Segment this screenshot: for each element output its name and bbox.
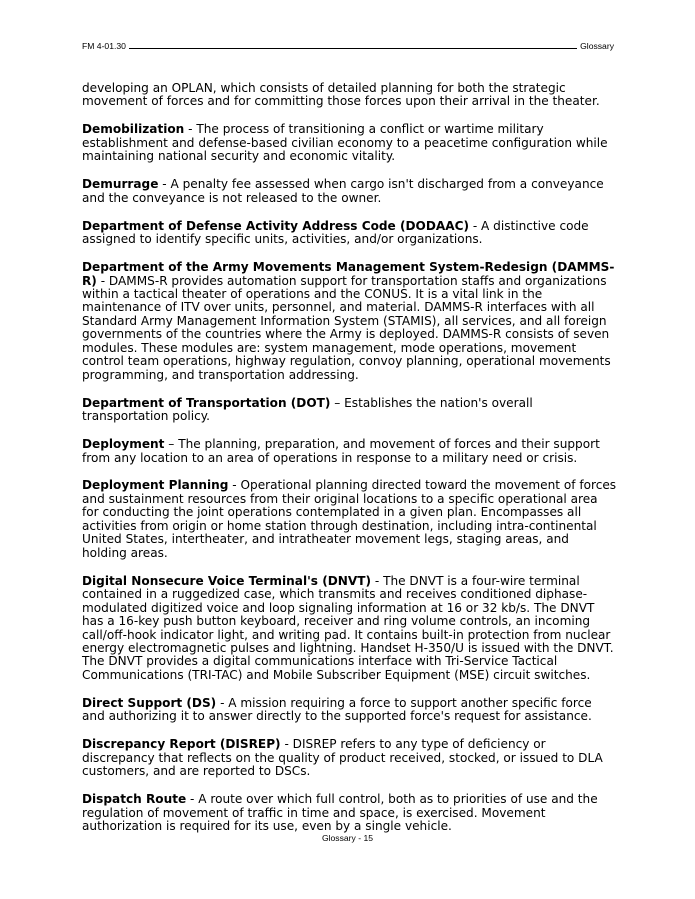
entry-term: Discrepancy Report (DISREP) (82, 737, 281, 752)
entry-term: Department of Transportation (DOT) (82, 395, 331, 410)
entry-definition: developing an OPLAN, which consists of detailed planning for both the strategic movement of forces and for committing those forces upon their arrival in the theater. (82, 81, 600, 109)
entry-term: Direct Support (DS) (82, 695, 217, 710)
glossary-entry-continued (82, 82, 617, 109)
glossary-entry-direct-support (82, 697, 617, 724)
entry-definition: A mission requiring a force to support another specific force and authorizing it to answer directly to the supported force's request for assistance. (82, 695, 592, 724)
entry-term: Demobilization (82, 122, 185, 137)
glossary-entry-dodaac (82, 220, 617, 247)
entry-definition: DISREP refers to any type of deficiency or discrepancy that reflects on the quality of product received, stocked, or issued to DLA customers, and are reported to DSCs. (82, 737, 603, 779)
entry-separator: - (468, 218, 482, 233)
entry-term: Dispatch Route (82, 792, 187, 807)
entry-separator: – (164, 437, 179, 452)
entry-separator: - (216, 695, 229, 710)
glossary-entry-dnvt (82, 575, 617, 683)
entry-definition: A distinctive code assigned to identify specific units, activities, and/or organizations. (82, 218, 589, 247)
glossary-entry-deployment (82, 438, 617, 465)
entry-separator: - (158, 177, 171, 192)
glossary-body (82, 82, 617, 848)
glossary-entry-disrep (82, 738, 617, 778)
entry-separator: – (330, 395, 345, 410)
entry-separator: - (186, 792, 199, 807)
entry-definition: Establishes the nation's overall transportation policy. (82, 395, 533, 424)
glossary-entry-dot (82, 397, 617, 424)
entry-separator: - (280, 737, 293, 752)
entry-term: Department of the Army Movements Management System-Redesign (DAMMS-R) (82, 260, 615, 288)
entry-definition: Operational planning directed toward the movement of forces and sustainment resources from their original locations to a specific operational area for conducting the joint operations contemplated in a given plan. Encompasses all activities from origin or home station through destination, including intra-continental United States, intertheater, and intratheater movement legs, staging areas, and holding areas. (82, 478, 617, 560)
page-number: Glossary - 15 (321, 833, 374, 843)
glossary-entry-deployment-planning (82, 479, 617, 560)
entry-term: Department of Defense Activity Address Code (DODAAC) (82, 218, 469, 233)
entry-definition: The planning, preparation, and movement of forces and their support from any location to an area of operations in response to a military need or crisis. (82, 437, 600, 465)
entry-definition: The process of transitioning a conflict or wartime military establishment and defense-based civilian economy to a peacetime configuration while maintaining national security and economic vitality. (82, 122, 608, 164)
entry-separator: - (184, 122, 197, 137)
page-footer (0, 833, 695, 843)
header-doc-id: FM 4-01.30 (82, 41, 126, 51)
entry-definition: The DNVT is a four-wire terminal contained in a ruggedized case, which transmits and receives conditioned diphase-modulated digitized voice and loop signaling information at 16 or 32 kb/s. The DNVT has a 16-key push button keyboard, receiver and ring volume controls, an incoming call/off-hook indicator light, and writing pad. It contains built-in protection from nuclear energy electromagnetic pulses and lightning. Handset H-350/U is issued with the DNVT. The DNVT provides a digital communications interface with Tri-Service Tactical Communications (TRI-TAC) and Mobile Subscriber Equipment (MSE) circuit switches. (82, 573, 614, 682)
running-header (82, 37, 614, 51)
glossary-entry-dispatch-route (82, 793, 617, 833)
entry-definition: A route over which full control, both as to priorities of use and the regulation of movement of traffic in time and space, is exercised. Movement authorization is required for its use, even by a single vehicle. (82, 792, 598, 833)
glossary-entry-damms-r (82, 261, 617, 382)
entry-term: Deployment Planning (82, 478, 229, 493)
entry-definition: A penalty fee assessed when cargo isn't discharged from a conveyance and the conveyance is not released to the owner. (82, 177, 604, 205)
header-section: Glossary (580, 41, 614, 51)
entry-definition: DAMMS-R provides automation support for transportation staffs and organizations within a tactical theater of operations and the CONUS. It is a vital link in the maintenance of ITV over units, personnel, and material. DAMMS-R interfaces with all Standard Army Management Information System (STAMIS), all services, and all foreign governments of the countries where the Army is deployed. DAMMS-R consists of seven modules. These modules are: system management, mode operations, movement control team operations, highway regulation, convoy planning, operational movements programming, and transportation addressing. (82, 273, 611, 382)
entry-separator: - (371, 573, 384, 588)
entry-term: Demurrage (82, 177, 159, 192)
glossary-entry-demurrage (82, 178, 617, 205)
glossary-entry-demobilization (82, 123, 617, 163)
entry-separator: - (96, 273, 109, 288)
entry-term: Digital Nonsecure Voice Terminal's (DNVT) (82, 573, 372, 588)
header-rule (129, 48, 577, 49)
entry-separator: - (228, 478, 241, 493)
entry-term: Deployment (82, 437, 165, 452)
